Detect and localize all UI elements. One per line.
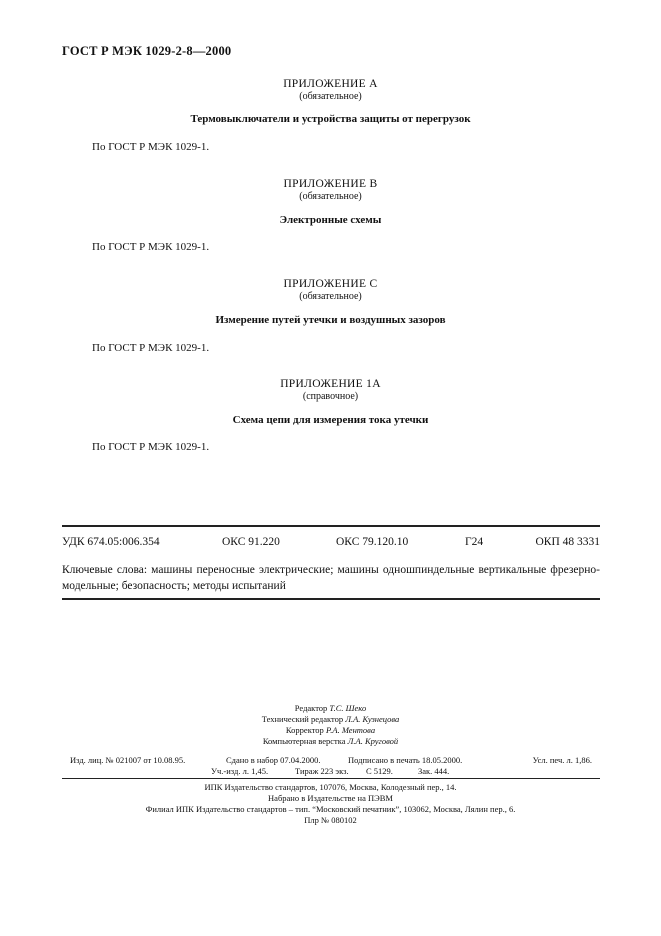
appendix-c-status: (обязательное) — [299, 291, 362, 302]
appendix-1a-label: ПРИЛОЖЕНИЕ 1А — [280, 378, 381, 390]
imprint-divider — [62, 778, 600, 779]
imprint-submitted: Сдано в набор 07.04.2000. — [226, 755, 321, 765]
imprint-order-c: С 5129. — [366, 766, 393, 776]
credit-layout-label: Компьютерная верстка — [262, 736, 346, 746]
credit-proof-label: Корректор — [285, 725, 324, 735]
credit-layout-name: Л.А. Круговой — [347, 736, 399, 746]
credit-proof-name: Р.А. Ментова — [325, 725, 376, 735]
appendix-c-title: Измерение путей утечки и воздушных зазоров — [215, 314, 446, 326]
credit-proofreader — [0, 725, 661, 736]
udk-code: УДК 674.05:006.354 — [62, 536, 160, 548]
appendix-c-label: ПРИЛОЖЕНИЕ С — [283, 278, 378, 290]
appendix-a-text: По ГОСТ Р МЭК 1029-1. — [92, 141, 210, 153]
credit-editor-label: Редактор — [294, 703, 328, 713]
publisher-line-3: Филиал ИПК Издательство стандартов – тип. “Московский печатник”, 103062, Москва, Лялин пер., 6. — [145, 804, 516, 814]
oks-code-1: ОКС 91.220 — [222, 536, 280, 548]
publisher-line-2: Набрано в Издательстве на ПЭВМ — [268, 793, 393, 803]
appendix-b-status: (обязательное) — [299, 191, 362, 202]
publisher-line-4: Плр № 080102 — [304, 815, 357, 825]
credit-editor — [0, 703, 661, 714]
imprint-order: Зак. 444. — [418, 766, 450, 776]
appendix-b-label: ПРИЛОЖЕНИЕ В — [283, 178, 378, 190]
document-header: ГОСТ Р МЭК 1029-2-8—2000 — [62, 44, 232, 58]
imprint-license: Изд. лиц. № 021007 от 10.08.95. — [70, 755, 186, 765]
appendix-1a-status: (справочное) — [302, 391, 359, 402]
imprint-signed: Подписано в печать 18.05.2000. — [348, 755, 463, 765]
appendix-1a-title: Схема цепи для измерения тока утечки — [232, 414, 429, 426]
credit-editor-name: Т.С. Шеко — [329, 703, 367, 713]
credit-tech-name: Л.А. Кузнецова — [345, 714, 400, 724]
bottom-divider — [62, 598, 600, 600]
appendix-a-status: (обязательное) — [299, 91, 362, 102]
imprint-pub-sheets: Уч.-изд. л. 1,45. — [211, 766, 269, 776]
top-divider — [62, 525, 600, 527]
appendix-1a-text: По ГОСТ Р МЭК 1029-1. — [92, 441, 210, 453]
publisher-line-1: ИПК Издательство стандартов, 107076, Москва, Колодезный пер., 14. — [204, 782, 457, 792]
oks-code-2: ОКС 79.120.10 — [336, 536, 409, 548]
credit-tech-label: Технический редактор — [261, 714, 344, 724]
credit-layout — [0, 736, 661, 747]
group-code: Г24 — [465, 536, 484, 548]
appendix-a-label: ПРИЛОЖЕНИЕ А — [283, 78, 378, 90]
appendix-b-text: По ГОСТ Р МЭК 1029-1. — [92, 241, 210, 253]
credit-tech-editor — [0, 714, 661, 725]
imprint-print-sheets: Усл. печ. л. 1,86. — [532, 755, 592, 765]
imprint-run: Тираж 223 экз. — [295, 766, 349, 776]
appendix-a-title: Термовыключатели и устройства защиты от перегрузок — [190, 113, 471, 125]
appendix-c-text: По ГОСТ Р МЭК 1029-1. — [92, 342, 210, 354]
appendix-b-title: Электронные схемы — [279, 214, 382, 226]
keywords: Ключевые слова: машины переносные электрические; машины одношпиндельные вертикальные фрезерно-модельные; безопасность; методы испытаний — [62, 564, 600, 592]
okp-code: ОКП 48 3331 — [535, 536, 600, 548]
